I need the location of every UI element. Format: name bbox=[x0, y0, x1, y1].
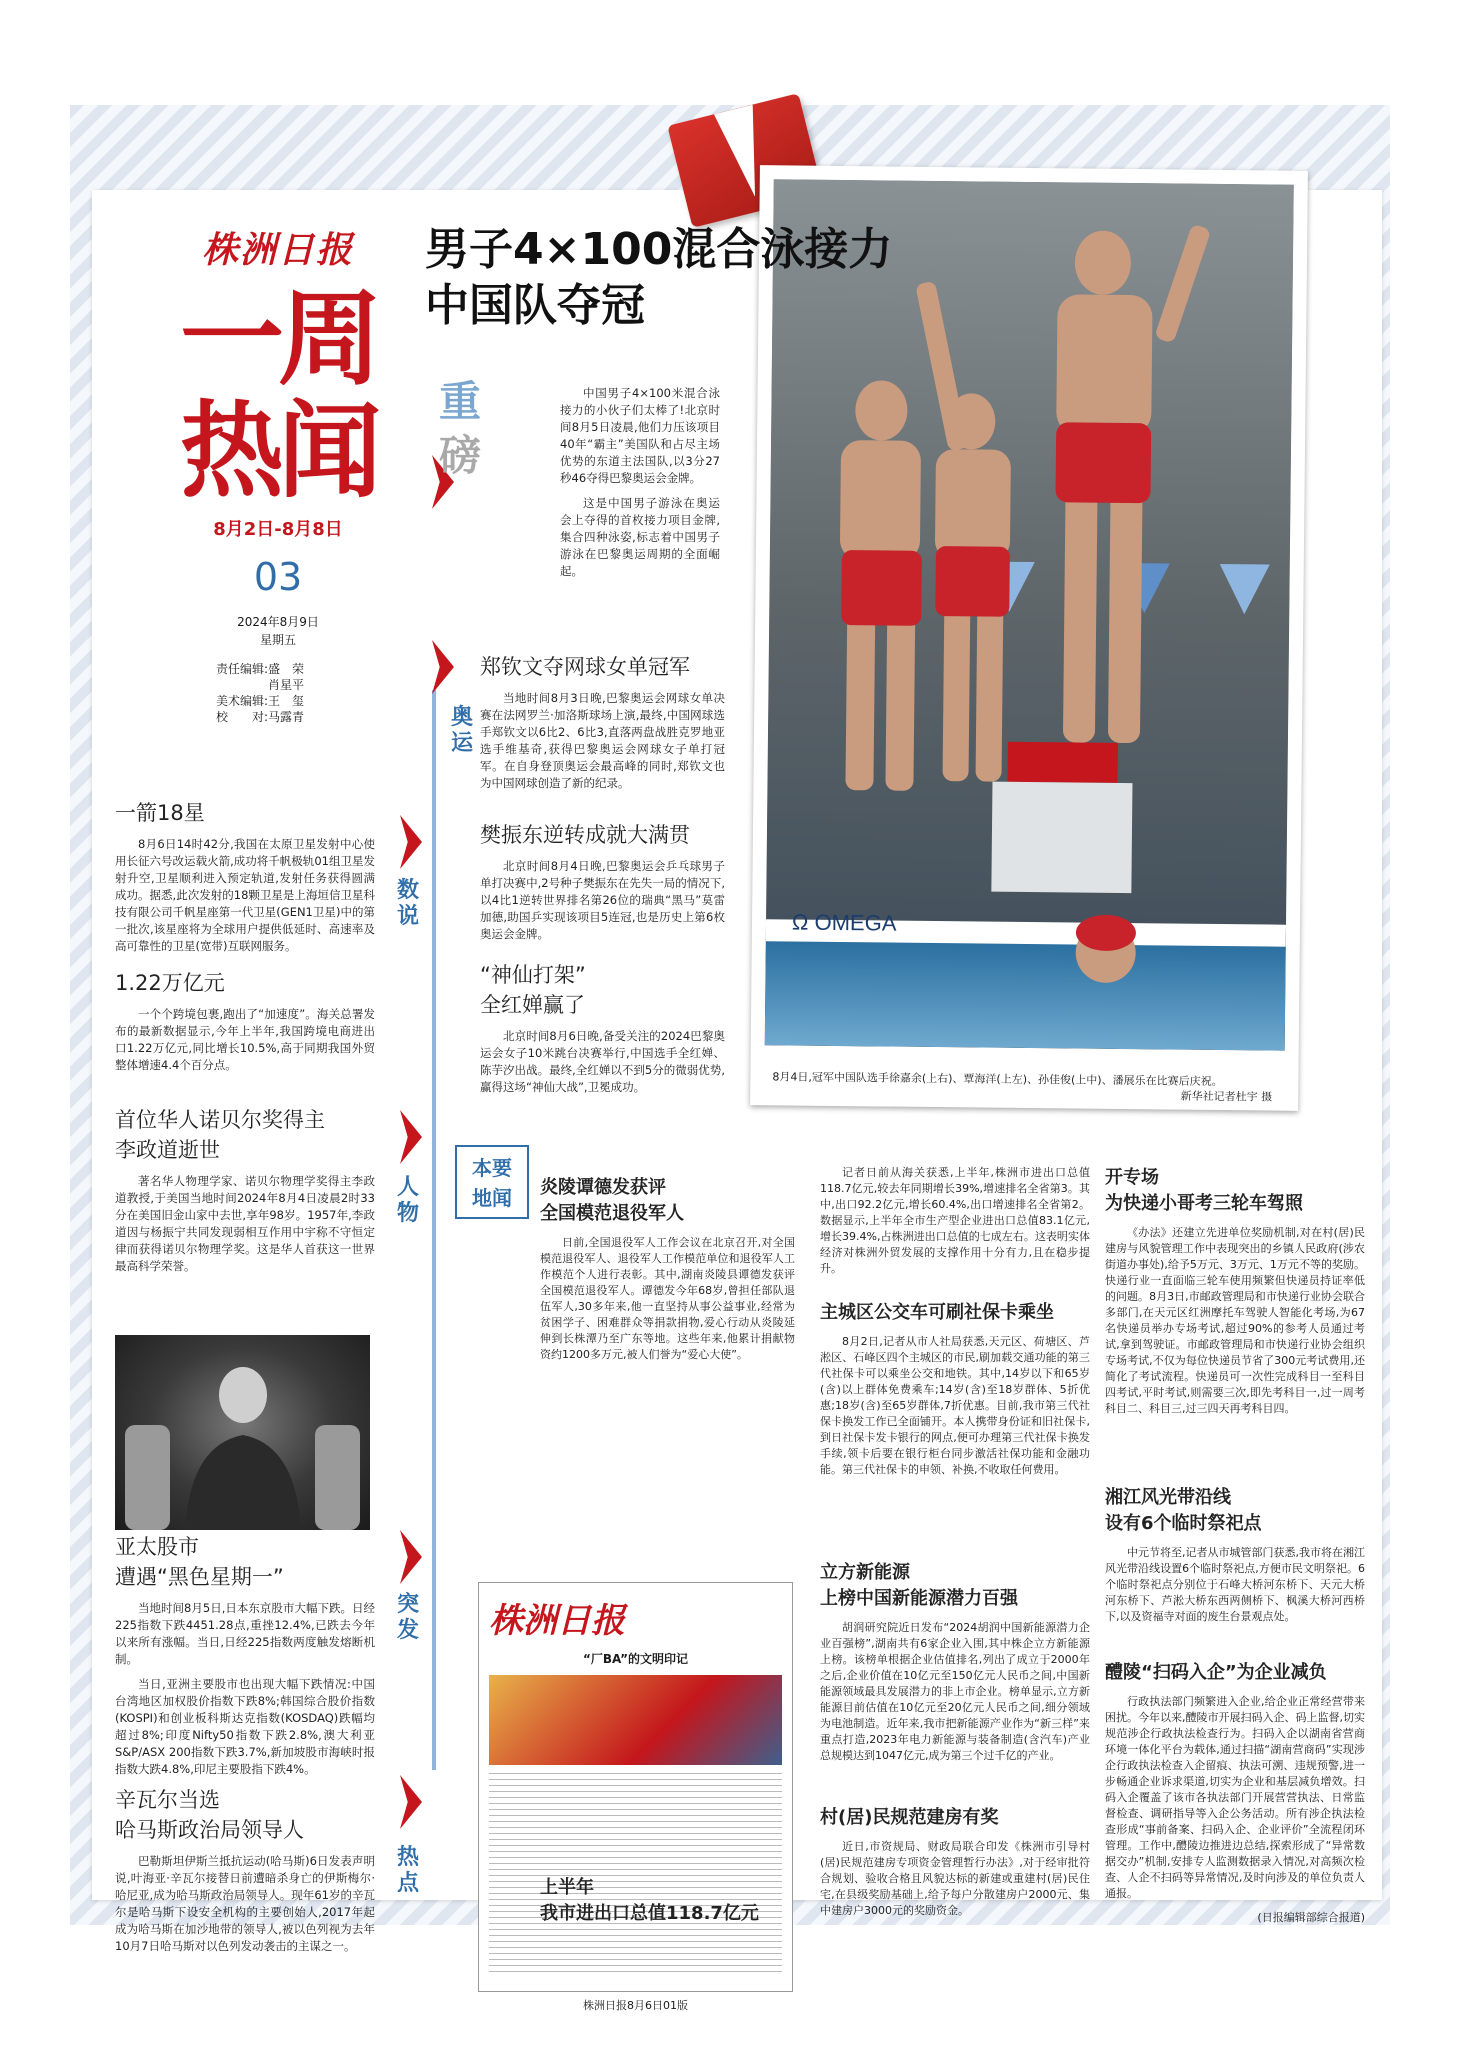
photo-credit: 新华社记者杜宇 摄 bbox=[1180, 1089, 1273, 1104]
local-article-8: 醴陵“扫码入企”为企业减负 行政执法部门频繁进入企业,给企业正常经营带来困扰。今年以来,醴陵市开展扫码入企、码上监督,切实规范涉企行政执法检查行为。扫码入企以湖南省营商环境一体化平台为载体,通过扫描“湖南营商码”实现涉企行政执法检查入企留痕、执法可溯、违规预警,进一步畅通企业诉求渠道,切实为企业和基层减负增效。扫码入企覆盖了该市各执法部门开展营营执法、日常监督检查、调研指导等入企公务活动。所有涉企执法检查形成“事前备案、扫码入企、企业评价”全流程闭环管理。工作中,醴陵边推进边总结,探索形成了“异常数据交办”机制,安排专人监测数据录入情况,对高频次检查、人企不扫码等异常情况,及时向涉及的单位负责人通报。 (日报编辑部综合报道) bbox=[1105, 1662, 1365, 1924]
section-label-shuo: 数 说 bbox=[396, 878, 419, 929]
svg-text:Ω OMEGA: Ω OMEGA bbox=[791, 909, 897, 936]
tufa-article: 亚太股市 遭遇“黑色星期一” 当地时间8月5日,日本东京股市大幅下跌。日经225指数下跌4451.28点,重挫12.4%,已跌去今年以来所有涨幅。当日,日经225指数两度触发熔断机制。 当日,亚洲主要股市也出现大幅下跌情况:中国台湾地区加权股价指数下跌8%;韩国综合股价指数(KOSPI)和创业板科斯达克指数(KOSDAQ)跌幅均超过8%;印度Nifty50指数下跌2.8%,澳大利亚S&P/ASX 200指数下跌3.7%,新加坡股市海峡时报指数大跌4.8%,印尼主要股指下跌4%。 bbox=[115, 1535, 375, 1776]
column-title: 一周热闻 bbox=[179, 277, 376, 512]
main-headline: 男子4×100混合泳接力 中国队夺冠 bbox=[425, 224, 893, 331]
shuo-article-2: 1.22万亿元 一个个跨境包裹,跑出了“加速度”。海关总署发布的最新数据显示,今年上半年,我国跨境电商进出口1.22万亿元,同比增长10.5%,高于同期我国外贸整体增速4.4个百分点。 bbox=[115, 971, 375, 1072]
masthead bbox=[158, 222, 398, 725]
thumbnail-image bbox=[489, 1675, 782, 1765]
local-article-5: 村(居)民规范建房有奖 近日,市资规局、财政局联合印发《株洲市引导村(居)民规范建房专项资金管理暂行办法》,对于经审批符合规划、验收合格且风貌达标的新建或重建村(居)民住宅,在县级奖励基础上,给予每户分散建房户2000元、集中建房户3000元的奖励资金。 bbox=[820, 1807, 1090, 1917]
section-label-zhongbang: 重 磅 bbox=[438, 377, 481, 480]
olympics-article-2: 樊振东逆转成就大满贯 北京时间8月4日晚,巴黎奥运会乒乓球男子单打决赛中,2号种子樊振东在先失一局的情况下,以4比1逆转世界排名第26位的瑞典“黑马”莫雷加德,助国乒实现该项目5连冠,也是历史上第6枚奥运会金牌。 bbox=[480, 823, 725, 941]
local-article-2: 上半年 我市进出口总值118.7亿元 bbox=[540, 1877, 759, 1924]
local-article-1: 炎陵谭德发获评 全国模范退役军人 日前,全国退役军人工作会议在北京召开,对全国模范退役军人、退役军人工作模范单位和退役军人工作模范个人进行表彰。其中,湖南炎陵县谭德发获评全国模范退役军人。谭德发今年68岁,曾担任部队退伍军人,30多年来,他一直坚持从事公益事业,经常为贫困学子、困难群众等捐款捐物,爱心行动从炎陵延伸到长株潭乃至广东等地。这些年来,他累计捐献物资约1200多万元,被人们誉为“爱心大使”。 bbox=[540, 1177, 795, 1361]
redian-article: 辛瓦尔当选 哈马斯政治局领导人 巴勒斯坦伊斯兰抵抗运动(哈马斯)6日发表声明说,叶海亚·辛瓦尔接替日前遭暗杀身亡的伊斯梅尔·哈尼亚,成为哈马斯政治局领导人。现年61岁的辛瓦尔是哈马斯下设安全机构的主要创始人,2017年起成为哈马斯在加沙地带的领导人,被以色列视为去年10月7日哈马斯对以色列发动袭击的主谋之一。 bbox=[115, 1788, 375, 1953]
issue-date: 2024年8月9日 星期五 bbox=[237, 615, 319, 647]
renwu-article: 首位华人诺贝尔奖得主 李政道逝世 著名华人物理学家、诺贝尔物理学奖得主李政道教授,于美国当地时间2024年8月4日凌晨2时33分在美国旧金山家中去世,享年98岁。1957年,李政道因与杨振宁共同发现弱相互作用中宇称不守恒定律而获得诺贝尔物理学奖。这是华人首获这一世界最高科学荣誉。 bbox=[115, 1108, 375, 1273]
thumbnail-text-lines bbox=[489, 1773, 782, 1973]
section-label-renwu: 人 物 bbox=[396, 1175, 419, 1226]
local-article-3: 主城区公交车可刷社保卡乘坐 8月2日,记者从市人社局获悉,天元区、荷塘区、芦淞区、石峰区四个主城区的市民,刷加载交通功能的第三代社保卡可以乘坐公交和地铁。其中,14岁以下和65岁(含)以上群体免费乘车;14岁(含)至18岁群体、5折优惠;18岁(含)至65岁群体,7折优惠。目前,我市第三代社保卡换发工作已全面铺开。本人携带身份证和旧社保卡,到日社保卡发卡银行的网点,便可办理第三代社保卡换发手续,领卡后要在银行柜台同步激活社保功能和金融功能。第三代社保卡的申领、补换,不收取任何费用。 bbox=[820, 1302, 1090, 1476]
portrait-photo bbox=[115, 1335, 370, 1530]
date-range: 8月2日-8月8日 bbox=[213, 519, 343, 540]
olympics-article-3: “神仙打架” 全红婵赢了 北京时间8月6日晚,备受关注的2024巴黎奥运会女子10米跳台决赛举行,中国选手全红婵、陈芋汐出战。最终,全红婵以不到5分的微弱优势,赢得这场“神仙大战”,卫冕成功。 bbox=[480, 963, 725, 1094]
local-news-box: 本要 地闻 bbox=[455, 1145, 529, 1219]
footnote: (日报编辑部综合报道) bbox=[1257, 1911, 1365, 1924]
headline-article: 中国男子4×100米混合泳接力的小伙子们太棒了!北京时间8月5日凌晨,他们力压该项目40年“霸主”美国队和占尽主场优势的东道主法国队,以3分27秒46夺得巴黎奥运会金牌。 这是中国男子游泳在奥运会上夺得的首枚接力项目金牌,集合四种泳姿,标志着中国男子游泳在巴黎奥运周期的全面崛起。 bbox=[560, 386, 720, 578]
local-article-4: 立方新能源 上榜中国新能源潜力百强 胡润研究院近日发布“2024胡润中国新能源潜力企业百强榜”,湖南共有6家企业入围,其中株企立方新能源上榜。该榜单根据企业估值排名,列出了成立于2000年之后,企业价值在10亿元至150亿元人民币之间,中国新能源领域最具发展潜力的非上市企业。榜单显示,立方新能源目前估值在10亿元至20亿元人民币之间,细分领域为电池制造。近年来,我市把新能源产业作为“新三样”来重点打造,2023年电力新能源与装备制造(含汽车)产业总规模达到1047亿元,成为第三个过千亿的产业。 bbox=[820, 1562, 1090, 1762]
olympics-article-1: 郑钦文夺网球女单冠军 当地时间8月3日晚,巴黎奥运会网球女单决赛在法网罗兰·加洛斯球场上演,最终,中国网球选手郑钦文以6比2、6比3,直落两盘战胜克罗地亚选手维基奇,获得巴黎奥运会网球女子单打冠军。在自身登顶奥运会最高峰的同时,郑钦文也为中国网球创造了新的纪录。 bbox=[480, 655, 725, 790]
paper-name: 株洲日报 bbox=[201, 229, 354, 271]
section-label-tufa: 突 发 bbox=[396, 1592, 419, 1643]
local-article-6: 开专场 为快递小哥考三轮车驾照 《办法》还建立先进单位奖励机制,对在村(居)民建房与风貌管理工作中表现突出的乡镇人民政府(涉农街道办事处),给予5万元、3万元、1万元不等的奖励。快递行业一直面临三轮车使用频繁但快递员持证率低的问题。8月3日,市邮政管理局和市快递行业协会联合多部门,在天元区红洲摩托车驾驶人智能化考场,为67名快递员举办专场考试,超过90%的参考人员通过考试,拿到驾驶证。市邮政管理局和市快递行业协会组织专场考试,不仅为每位快递员节省了300元考试费用,还简化了考试流程。快递员可一次性完成科目一至科目四考试,平时考试,则需要三次,即先考科目一,过一周考科目二、科目三,过三四天再考科目四。 bbox=[1105, 1167, 1365, 1415]
divider-line bbox=[432, 690, 436, 1770]
editor-credits: 责任编辑:盛 荣 肖星平 美术编辑:王 玺 校 对:马露青 bbox=[216, 662, 305, 724]
local-article-7: 湘江风光带沿线 设有6个临时祭祀点 中元节将至,记者从市城管部门获悉,我市将在湘江风光带沿线设置6个临时祭祀点,方便市民文明祭祀。6个临时祭祀点分别位于石峰大桥河东桥下、天元大桥河东桥下、芦淞大桥东西两侧桥下、枫溪大桥河西桥下,以及资福寺对面的废生台景观点处。 bbox=[1105, 1487, 1365, 1623]
newspaper-thumbnail: 株洲日报 “厂BA”的文明印记 株洲日报8月6日01版 bbox=[478, 1582, 793, 1992]
local-article-2-body: 记者日前从海关获悉,上半年,株洲市进出口总值118.7亿元,较去年同期增长39%,增速排名全省第3。其中,出口92.2亿元,增长60.4%,出口增速排名全省第2。数据显示,上半年全市生产型企业进出口总值83.1亿元,增长39.4%,占株洲进出口总值的七成左右。这表明实体经济对株洲外贸发展的支撑作用十分有力,且在稳步提升。 bbox=[820, 1166, 1090, 1275]
page-number: 03 bbox=[253, 555, 303, 599]
section-label-olympics: 奥 运 bbox=[450, 705, 473, 756]
photo-caption: 8月4日,冠军中国队选手徐嘉余(上右)、覃海洋(上左)、孙佳俊(上中)、潘展乐在比赛后庆祝。 bbox=[772, 1070, 1223, 1089]
shuo-article-1: 一箭18星 8月6日14时42分,我国在太原卫星发射中心使用长征六号改运载火箭,成功将千帆极轨01组卫星发射升空,卫星顺利进入预定轨道,发射任务获得圆满成功。据悉,此次发射的18颗卫星是上海垣信卫星科技有限公司千帆星座第一代卫星(GEN1卫星)中的第一批次,该星座将为全球用户提供低延时、高速率及高可靠性的卫星(宽带)互联网服务。 bbox=[115, 801, 375, 953]
section-label-redian: 热 点 bbox=[396, 1845, 419, 1896]
